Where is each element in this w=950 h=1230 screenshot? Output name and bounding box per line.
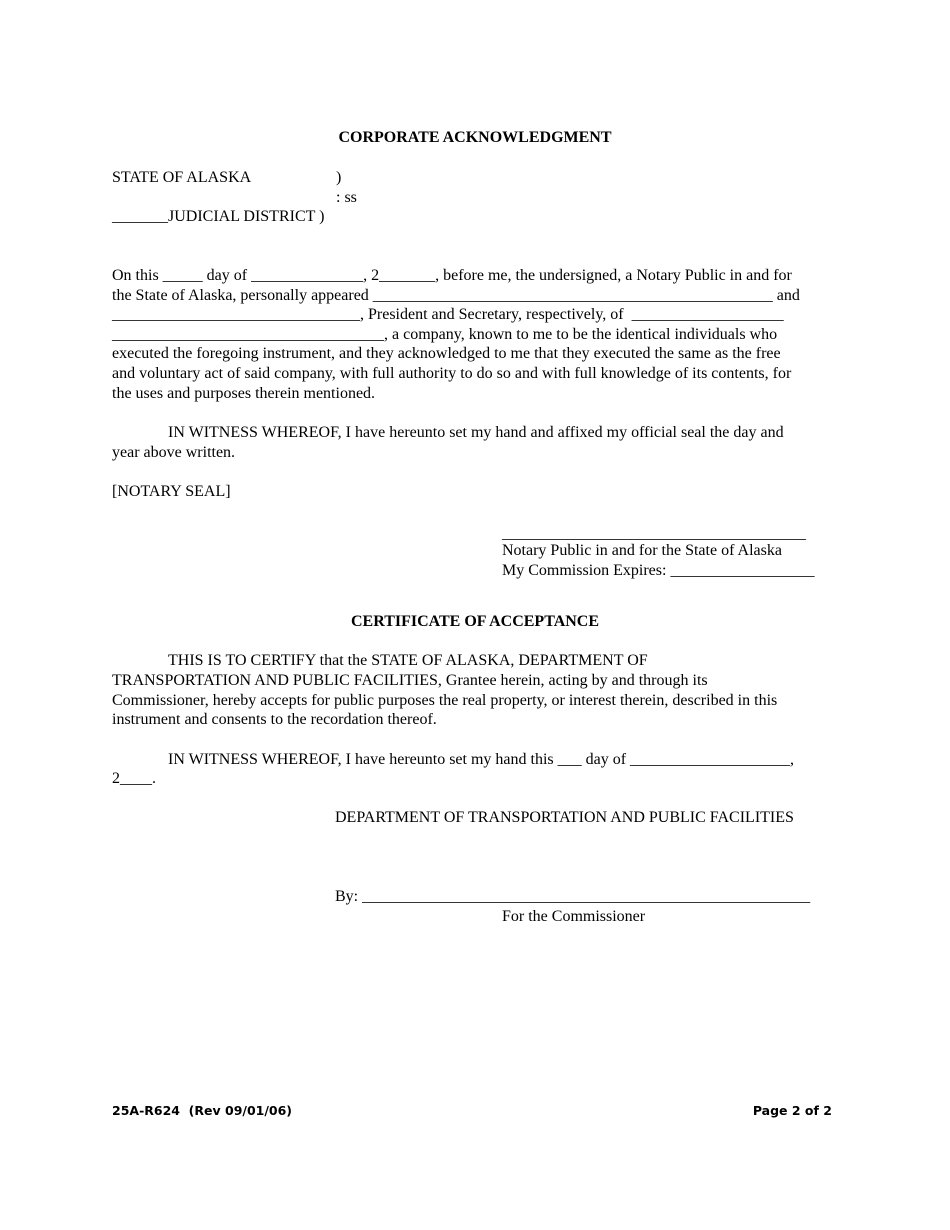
commission-expires: My Commission Expires: __________________: [502, 562, 815, 579]
venue-paren: ): [336, 169, 342, 186]
ack-body-line: On this _____ day of ______________, 2_______, before me, the undersigned, a Notary Public in and for: [112, 267, 792, 284]
acceptance-body-line: Commissioner, hereby accepts for public purposes the real property, or interest therein, described in this: [112, 692, 778, 709]
acceptance-witness-line: 2____.: [112, 770, 156, 787]
page-number: Page 2 of 2: [752, 1103, 832, 1118]
acceptance-witness-line: IN WITNESS WHEREOF, I have hereunto set my hand this ___ day of ____________________,: [168, 751, 795, 768]
venue-district: _______JUDICIAL DISTRICT ): [112, 208, 325, 225]
by-signature-line: By: ________________________________________________________: [335, 888, 811, 905]
ack-witness-line: year above written.: [112, 444, 236, 461]
ack-body-line: and voluntary act of said company, with full authority to do so and with full knowledge of its contents, for: [112, 365, 792, 382]
for-commissioner: For the Commissioner: [502, 908, 646, 925]
acceptance-body-line: THIS IS TO CERTIFY that the STATE OF ALASKA, DEPARTMENT OF: [168, 652, 648, 669]
department-name: DEPARTMENT OF TRANSPORTATION AND PUBLIC FACILITIES: [335, 809, 794, 826]
acceptance-title: CERTIFICATE OF ACCEPTANCE: [350, 613, 600, 630]
form-id: 25A-R624 (Rev 09/01/06): [112, 1103, 293, 1118]
ack-witness-line: IN WITNESS WHEREOF, I have hereunto set my hand and affixed my official seal the day and: [168, 424, 784, 441]
ack-body-line: the uses and purposes therein mentioned.: [112, 385, 376, 402]
ack-body-line: executed the foregoing instrument, and they acknowledged to me that they executed the same as the free: [112, 345, 781, 362]
notary-label: Notary Public in and for the State of Alaska: [502, 542, 782, 559]
venue-state: STATE OF ALASKA: [112, 169, 252, 186]
acceptance-body-line: TRANSPORTATION AND PUBLIC FACILITIES, Grantee herein, acting by and through its: [112, 672, 708, 689]
ack-body-line: _______________________________, President and Secretary, respectively, of ___________________: [112, 306, 784, 323]
ack-body-line: __________________________________, a company, known to me to be the identical individuals who: [112, 326, 778, 343]
ack-title: CORPORATE ACKNOWLEDGMENT: [338, 129, 612, 146]
notary-seal: [NOTARY SEAL]: [112, 483, 231, 500]
venue-ss: : ss: [336, 189, 357, 206]
notary-signature-line: ______________________________________: [502, 525, 806, 542]
acceptance-body-line: instrument and consents to the recordation thereof.: [112, 711, 437, 728]
ack-body-line: the State of Alaska, personally appeared __________________________________________________ and: [112, 287, 800, 304]
